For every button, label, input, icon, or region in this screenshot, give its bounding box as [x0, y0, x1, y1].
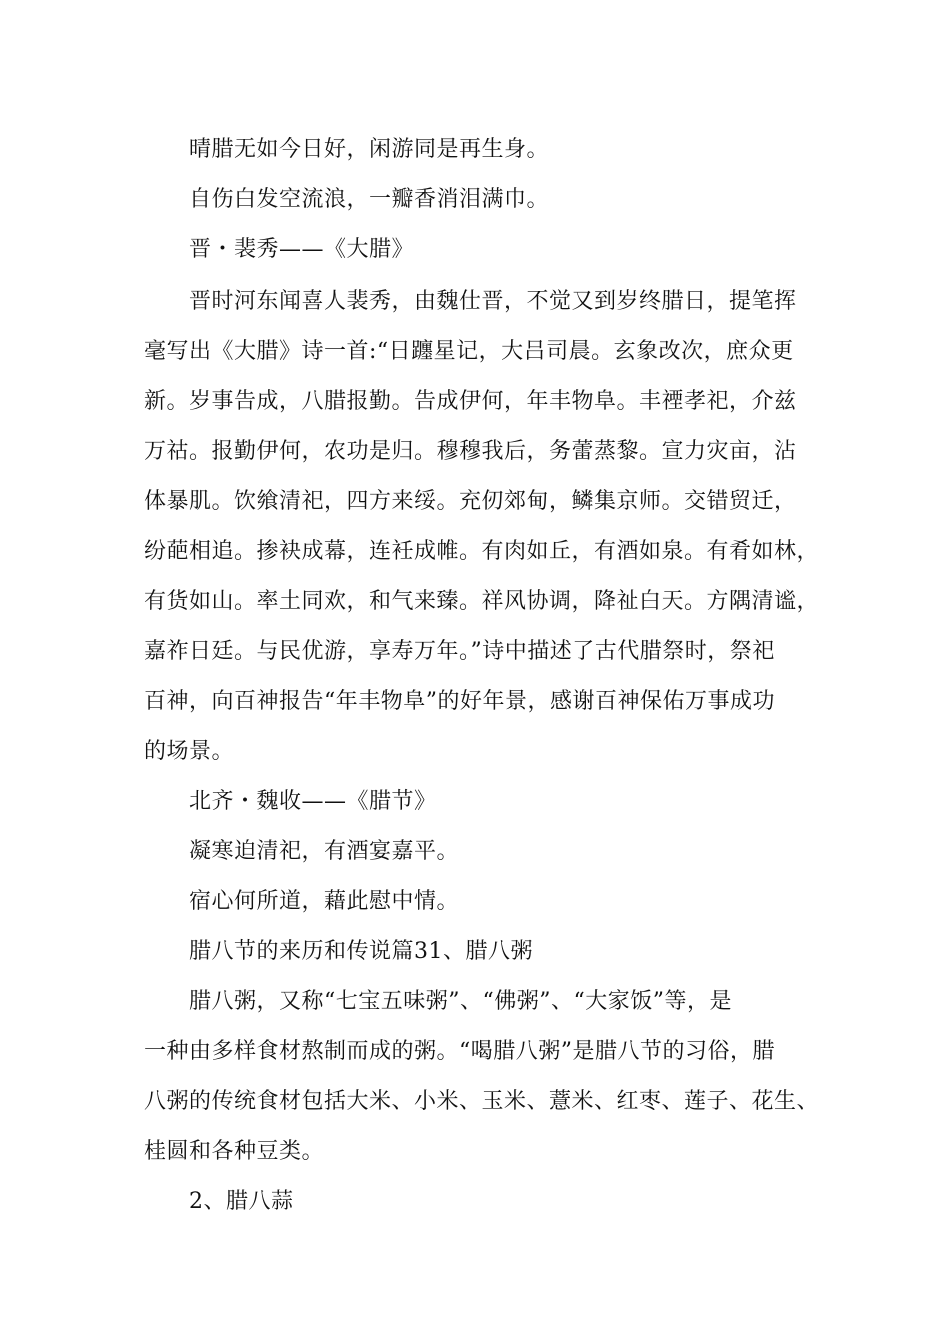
section-heading: 腊八节的来历和传说篇31、腊八粥	[189, 939, 533, 964]
paragraph-line: 八粥的传统食材包括大米、小米、玉米、薏米、红枣、莲子、花生、	[144, 1089, 820, 1114]
paragraph-line: 一种由多样食材熬制而成的粥。“喝腊八粥”是腊八节的习俗，腊	[144, 1039, 775, 1064]
paragraph-line: 百神，向百神报告“年丰物阜”的好年景，感谢百神保佑万事成功	[144, 689, 775, 714]
poem-line: 晴腊无如今日好，闲游同是再生身。	[189, 137, 550, 162]
paragraph-line: 万祜。报勤伊何，农功是归。穆穆我后，务蕾蒸黎。宣力灾亩，沾	[144, 439, 797, 464]
paragraph-line: 新。岁事告成，八腊报勤。告成伊何，年丰物阜。丰禋孝祀，介兹	[144, 389, 797, 414]
paragraph-line: 体暴肌。饮飨清祀，四方来绥。充仞郊甸，鳞集京师。交错贸迁，	[144, 489, 797, 514]
paragraph-line: 毫写出《大腊》诗一首:“日躔星记，大吕司晨。玄象改次，庶众更	[144, 339, 794, 364]
section-heading: 2、腊八蒜	[189, 1189, 294, 1214]
poem-line: 自伤白发空流浪，一瓣香消泪满巾。	[189, 187, 550, 212]
poem-line: 凝寒迫清祀，有酒宴嘉平。	[189, 839, 460, 864]
paragraph-line: 纷葩相追。掺袂成幕，连衽成帷。有肉如丘，有酒如泉。有肴如林，	[144, 539, 820, 564]
paragraph-line: 有货如山。率土同欢，和气来臻。祥风协调，降祉白天。方隅清谧，	[144, 589, 820, 614]
paragraph-line: 嘉祚日廷。与民优游，享寿万年。”诗中描述了古代腊祭时，祭祀	[144, 639, 775, 664]
paragraph-line: 的场景。	[144, 739, 235, 764]
section-heading: 北齐・魏收——《腊节》	[189, 789, 437, 814]
poem-line: 宿心何所道，藉此慰中情。	[189, 889, 460, 914]
section-heading: 晋・裴秀——《大腊》	[189, 237, 415, 262]
paragraph-line: 腊八粥，又称“七宝五味粥”、“佛粥”、“大家饭”等，是	[189, 989, 732, 1014]
paragraph-line: 桂圆和各种豆类。	[144, 1139, 325, 1164]
paragraph-line: 晋时河东闻喜人裴秀，由魏仕晋，不觉又到岁终腊日，提笔挥	[189, 289, 797, 314]
